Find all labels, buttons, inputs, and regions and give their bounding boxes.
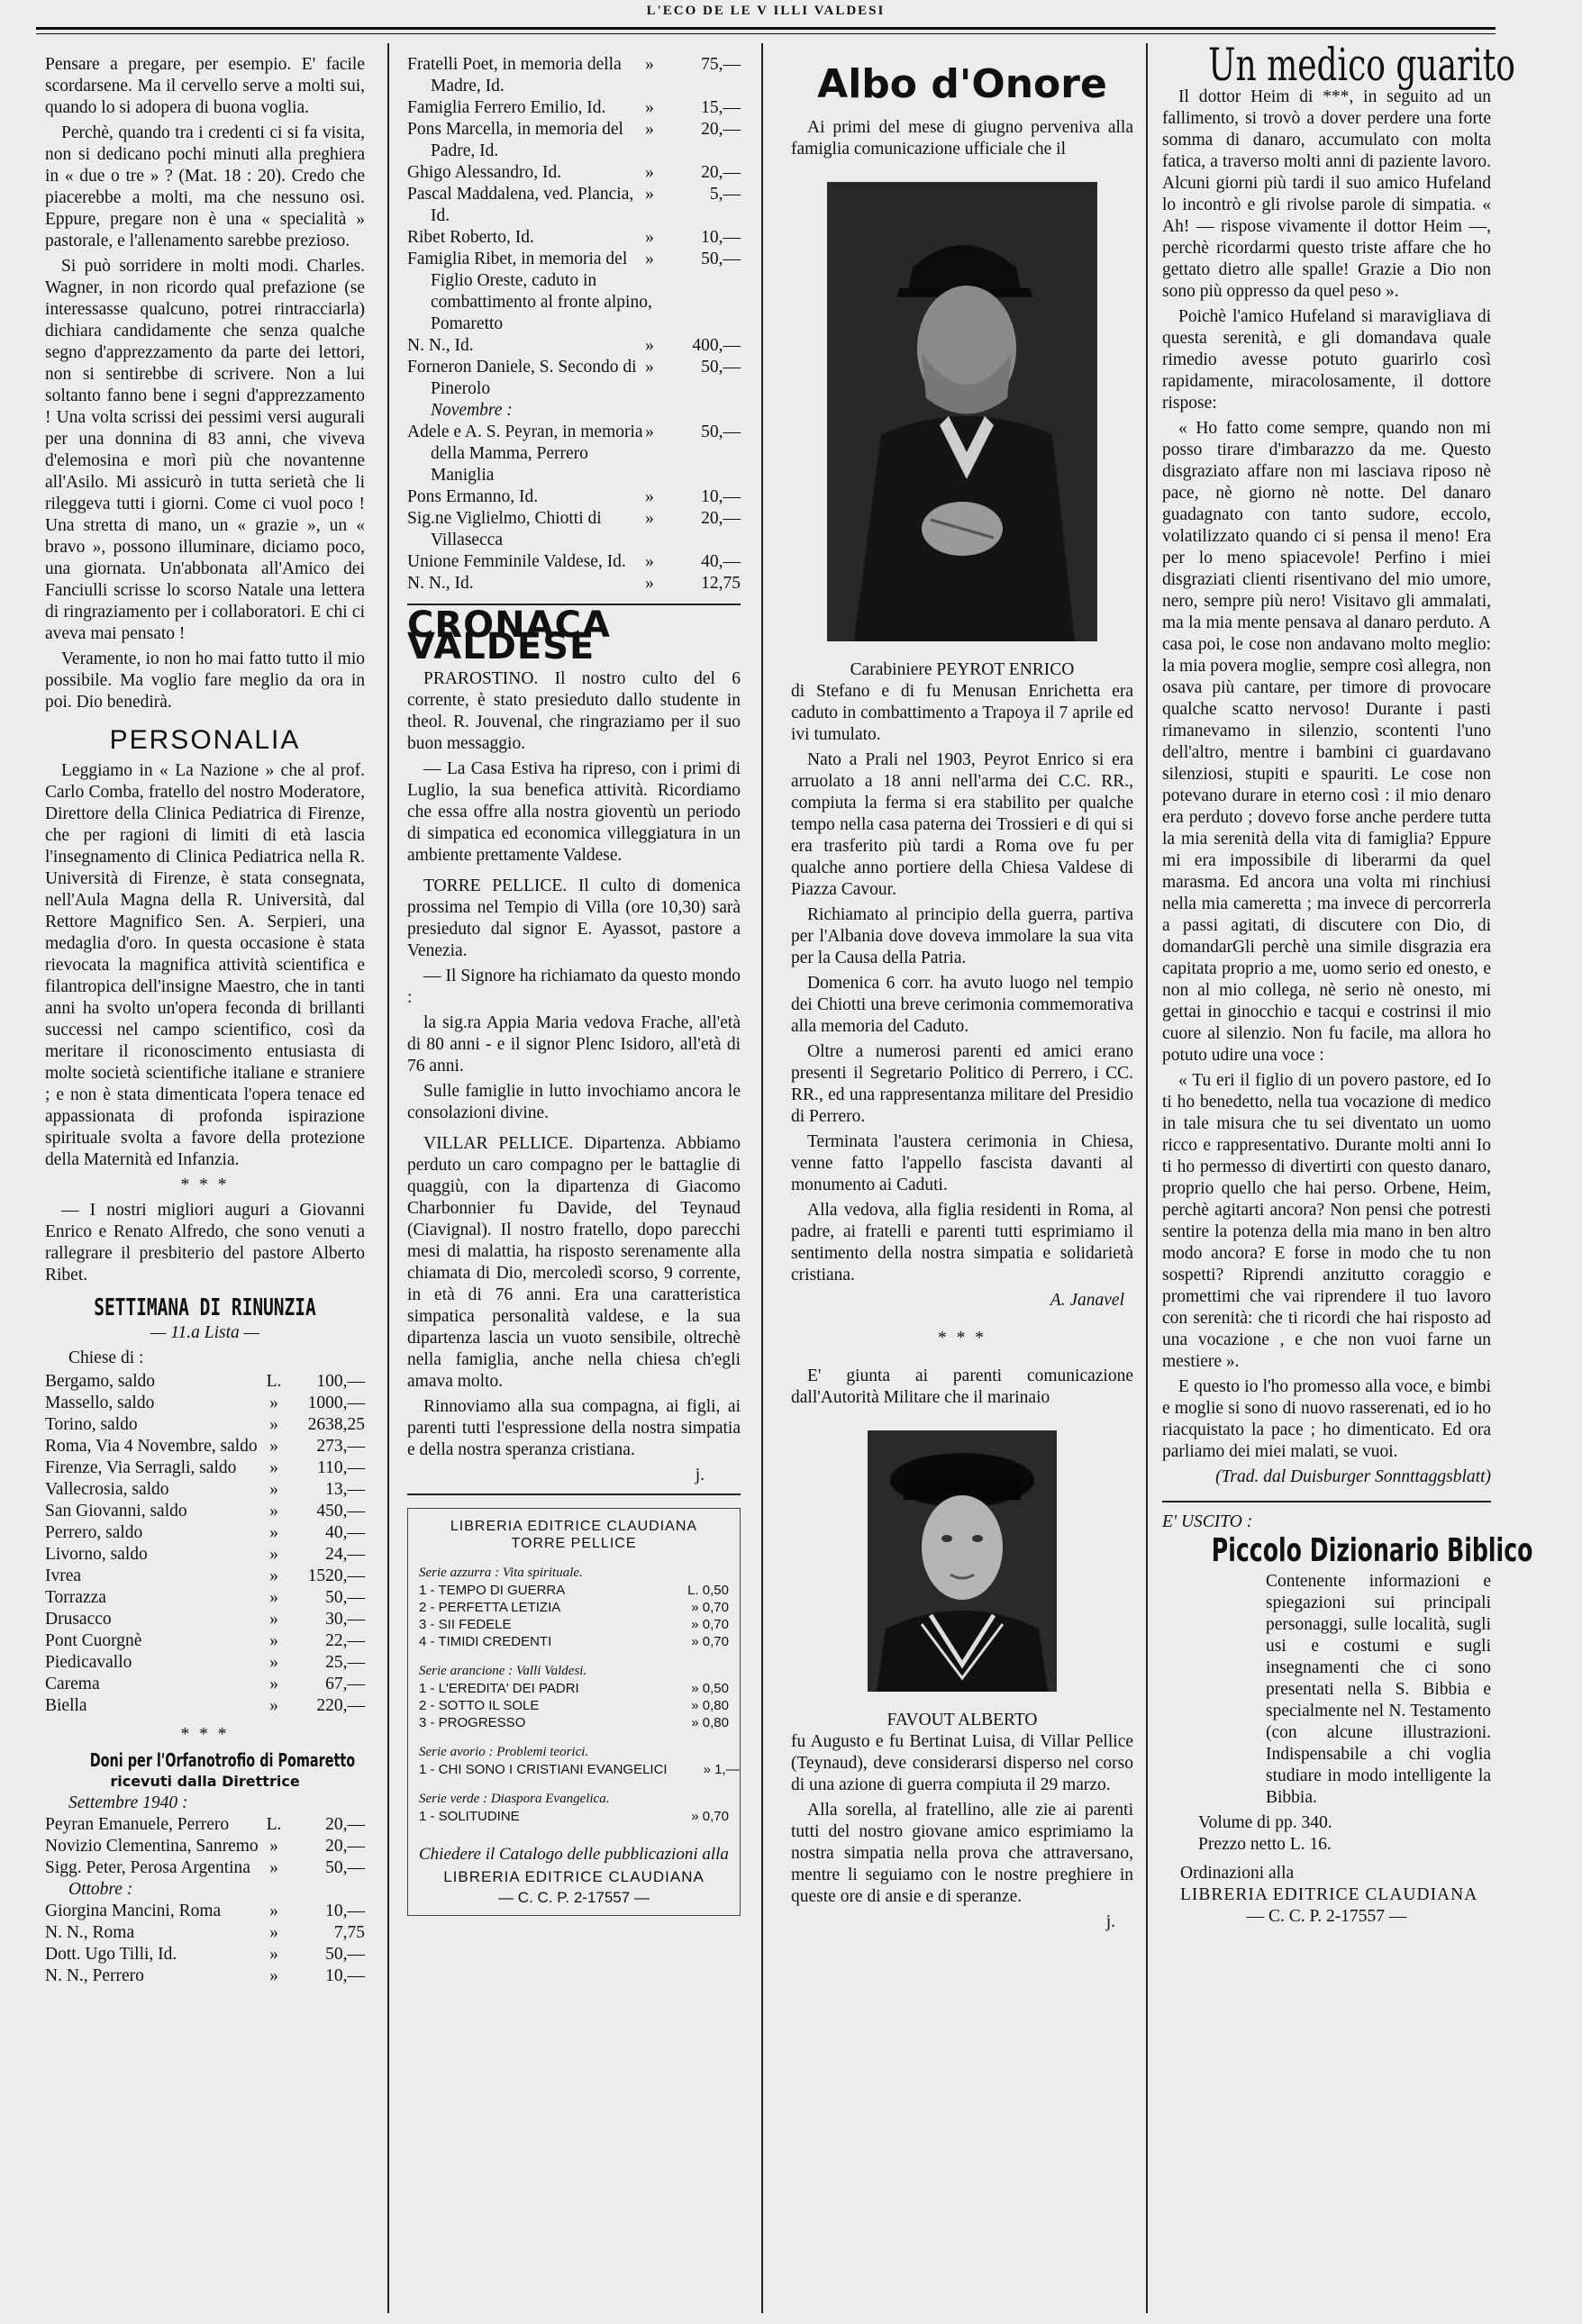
- doni-list: [407, 54, 741, 400]
- entry-name: Carema: [45, 1675, 100, 1693]
- book-row: [419, 1714, 729, 1731]
- rinunzia-row: [45, 1630, 365, 1652]
- entry-currency: »: [269, 1502, 278, 1521]
- entry-currency: »: [269, 1437, 278, 1456]
- book-row: [419, 1808, 729, 1825]
- source-note: (Trad. dal Duisburger Sonnttaggsblatt): [1215, 1467, 1491, 1486]
- entry-name: 2 - SOTTO IL SOLE: [419, 1698, 540, 1713]
- separator-stars: * * *: [180, 1725, 230, 1744]
- entry-name: Torrazza: [45, 1588, 106, 1607]
- series-label: Serie verde : Diaspora Evangelica.: [419, 1792, 610, 1806]
- entry-name: 1 - L'EREDITA' DEI PADRI: [419, 1681, 579, 1696]
- rinunzia-row: [45, 1522, 365, 1544]
- entry-amount: 450,—: [316, 1502, 365, 1521]
- entry-name: Firenze, Via Serragli, saldo: [45, 1458, 237, 1477]
- column-3: [791, 54, 1133, 1933]
- doni-row: [407, 184, 741, 227]
- uscito-label: E' USCITO :: [1162, 1512, 1253, 1531]
- entry-amount: » 0,70: [691, 1809, 729, 1824]
- entry-name: 3 - SII FEDELE: [419, 1617, 512, 1632]
- entry-amount: 15,—: [701, 98, 741, 117]
- doni-list: [407, 422, 741, 595]
- doni-row: [45, 1944, 365, 1965]
- entry-amount: 50,—: [701, 422, 741, 441]
- entry-name: Novizio Clementina, Sanremo: [45, 1837, 259, 1856]
- entry-name: Pons Marcella, in memoria del Padre, Id.: [407, 120, 623, 160]
- entry-currency: »: [269, 1902, 278, 1920]
- entry-amount: » 0,80: [691, 1698, 729, 1713]
- entry-amount: 20,—: [701, 509, 741, 528]
- entry-currency: »: [269, 1858, 278, 1877]
- entry-amount: 10,—: [701, 487, 741, 506]
- entry-amount: 75,—: [701, 55, 741, 74]
- entry-currency: »: [645, 250, 654, 268]
- book-row: [419, 1633, 729, 1650]
- entry-amount: » 0,70: [691, 1600, 729, 1615]
- entry-amount: » 0,50: [691, 1681, 729, 1696]
- series-list: [419, 1761, 740, 1778]
- entry-name: Pont Cuorgnè: [45, 1631, 142, 1650]
- cronaca-heading: CRONACA VALDESE: [407, 604, 611, 667]
- entry-currency: »: [269, 1631, 278, 1650]
- entry-currency: »: [645, 552, 654, 571]
- entry-amount: 110,—: [317, 1458, 365, 1477]
- paragraph: Terminata l'austera cerimonia in Chiesa, venne fatto l'appello fascista davanti al monumento ai Caduti.: [791, 1132, 1133, 1194]
- entry-currency: »: [269, 1415, 278, 1434]
- claudiana-ad: [407, 1508, 741, 1916]
- entry-name: N. N., Perrero: [45, 1966, 144, 1985]
- chiese-label: Chiese di :: [68, 1348, 144, 1367]
- paragraph: Leggiamo in « La Nazione » che al prof. Carlo Comba, fratello del nostro Moderatore, Direttore della Clinica Pediatrica di Firenze, che per ragioni di limiti di età lascia l'insegnamento di Clinica Pediatrica nella R. Università di Firenze, è stata consegnata, nell'Aula Magna della R. Università, dal Rettore Magnifico Sen. A. Serpieri, una medaglia d'oro. In questa occasione è stata rievocata la magnifica attività scientifica e filantropica dell'insigne Maestro, che in tanti anni ha svolto un'opera feconda di brillanti successi nel campo scientifico, così da meritare il riconoscimento entusiasta di molte società scientifiche italiane e straniere ; e non è stata dimenticata l'opera tenace ed appassionata di profonda ispirazione spirituale svolta a favore della protezione della Maternità ed Infanzia.: [45, 761, 365, 1169]
- entry-name: Biella: [45, 1696, 87, 1715]
- entry-name: N. N., Id.: [407, 574, 474, 593]
- entry-amount: » 1,—: [703, 1762, 740, 1777]
- series-label: Serie azzurra : Vita spirituale.: [419, 1566, 583, 1580]
- entry-currency: »: [645, 487, 654, 506]
- entry-name: 3 - PROGRESSO: [419, 1715, 526, 1730]
- rinunzia-row: [45, 1544, 365, 1566]
- entry-amount: 13,—: [325, 1480, 365, 1499]
- paragraph: Nato a Prali nel 1903, Peyrot Enrico si era arruolato a 18 anni nell'arma dei C.C. RR., compiuta la ferma si era stabilito per qualche tempo nella casa paterna dei Trossieri e di qui si era trasferito più tardi a Roma ove fu per qualche anno portiere della Chiesa Valdese di Piazza Cavour.: [791, 750, 1133, 899]
- entry-amount: 50,—: [701, 358, 741, 377]
- entry-name: Dott. Ugo Tilli, Id.: [45, 1945, 177, 1964]
- entry-currency: »: [645, 120, 654, 139]
- separator-stars: * * *: [938, 1329, 986, 1348]
- caption: di Stefano e di fu Menusan Enrichetta era caduto in combattimento a Trapoya il 7 aprile ed ivi tumulato.: [791, 682, 1133, 744]
- entry-currency: »: [645, 98, 654, 117]
- entry-amount: 2638,25: [307, 1415, 365, 1434]
- signature: j.: [1105, 1912, 1115, 1931]
- entry-amount: L. 0,50: [687, 1583, 729, 1598]
- doni-row: [407, 97, 741, 119]
- doni-row: [45, 1965, 365, 1987]
- entry-currency: »: [269, 1588, 278, 1607]
- entry-name: Famiglia Ribet, in memoria del Figlio Oreste, caduto in combattimento al fronte alpino, Pomaretto: [407, 250, 652, 333]
- entry-name: Forneron Daniele, S. Secondo di Pinerolo: [407, 358, 637, 398]
- paragraph: Veramente, io non ho mai fatto tutto il mio possibile. Ma voglio fare meglio da ora in poi. Dio benedirà.: [45, 649, 365, 712]
- entry-currency: »: [269, 1610, 278, 1629]
- entry-name: Drusacco: [45, 1610, 112, 1629]
- doni-row: [407, 335, 741, 357]
- entry-amount: 22,—: [325, 1631, 365, 1650]
- entry-amount: 20,—: [701, 120, 741, 139]
- rinunzia-row: [45, 1566, 365, 1587]
- entry-currency: »: [269, 1945, 278, 1964]
- entry-name: N. N., Roma: [45, 1923, 135, 1942]
- doni-list: [45, 1814, 365, 1879]
- order-publisher: LIBRERIA EDITRICE CLAUDIANA: [1180, 1885, 1478, 1904]
- dizionario-description: Contenente informazioni e spiegazioni sui principali personaggi, sulle località, sugli usi e costumi e sugli insegnamenti che ci sono presentati nella S. Bibbia e specialmente nel N. Testamento (con alcune illustrazioni. Indispensabile a chi voglia studiare in modo intelligente la Bibbia.: [1266, 1572, 1491, 1807]
- entry-amount: 20,—: [325, 1837, 365, 1856]
- masthead: L'ECO DE LE V ILLI VALDESI: [646, 4, 886, 18]
- paragraph: Il dottor Heim di ***, in seguito ad un fallimento, si trovò a dover perdere una forte somma di danaro, accumulato con molta fatica, a traverso molti anni di paziente lavoro. Alcuni giorni più tardi il suo amico Hufeland lo incontrò e gli rivolse parole di simpatia. « Ah! — rispose vivamente il dottor Heim —, perchè ricordarmi questo triste affare che ho gettato dietro alle spalle! Grazie a Dio non sono più oppresso da quel peso ».: [1162, 87, 1491, 301]
- entry-amount: 10,—: [325, 1966, 365, 1985]
- rinunzia-row: [45, 1436, 365, 1457]
- entry-amount: 100,—: [316, 1372, 365, 1391]
- section-rule: [407, 1493, 741, 1495]
- paragraph: Alla vedova, alla figlia residenti in Roma, al padre, ai fratelli e parenti tutti esprimiamo il sentimento della nostra simpatia e solidarietà cristiana.: [791, 1201, 1133, 1285]
- entry-name: Roma, Via 4 Novembre, saldo: [45, 1437, 258, 1456]
- settimana-heading: SETTIMANA DI RINUNZIA: [94, 1294, 316, 1321]
- entry-amount: 24,—: [325, 1545, 365, 1564]
- rinunzia-row: [45, 1457, 365, 1479]
- rinunzia-row: [45, 1371, 365, 1393]
- caption: fu Augusto e fu Bertinat Luisa, di Villar Pellice (Teynaud), deve considerarsi disperso nel corso di una azione di guerra compiuta il 29 marzo.: [791, 1732, 1133, 1794]
- paragraph: « Tu eri il figlio di un povero pastore, ed Io ti ho benedetto, nella tua vocazione di medico in tale misura che tu sei diventato un uomo ricco e rappresentativo. Durante molti anni Io ti ho permesso di divertirti con questo danaro, proprio quello che hai perso. Orbene, Heim, perchè agitarti ancora? Non pensi che potresti sentire la potenza della mia mano in ben altro modo ancora? E forse in modo che tu non sospetti? Riprendi anzitutto coraggio e promettimi che vai riprendere il tuo lavoro con serenità: che ti ricordi che hai risposto ad una vocazione , e che non vuoi farne un mestiere ».: [1162, 1071, 1491, 1371]
- doni-row: [407, 422, 741, 486]
- entry-currency: »: [269, 1545, 278, 1564]
- ad-subtitle: TORRE PELLICE: [511, 1536, 637, 1551]
- rinunzia-row: [45, 1652, 365, 1674]
- rinunzia-row: [45, 1695, 365, 1717]
- entry-amount: 20,—: [701, 163, 741, 182]
- doni-row: [407, 119, 741, 162]
- paragraph: Perchè, quando tra i credenti ci si fa visita, non si dedicano pochi minuti alla preghiera in « due o tre » ? (Mat. 18 : 20). Credo che piacerebbe a molti, ma che nessuno osi. Eppure, pregare non è una « specialità » pastorale, e l'allenamento sarebbe prezioso.: [45, 123, 365, 250]
- entry-amount: 50,—: [701, 250, 741, 268]
- entry-name: Pons Ermanno, Id.: [407, 487, 539, 506]
- separator-stars: * * *: [180, 1176, 230, 1194]
- entry-name: Unione Femminile Valdese, Id.: [407, 552, 626, 571]
- column-1: [45, 54, 365, 1987]
- doni-row: [407, 551, 741, 573]
- paragraph: TORRE PELLICE. Il culto di domenica prossima nel Tempio di Villa (ore 10,30) sarà presieduto dal signor E. Ayassot, pastore a Venezia.: [407, 876, 741, 960]
- entry-currency: »: [645, 185, 654, 204]
- entry-name: Bergamo, saldo: [45, 1372, 156, 1391]
- month-label: Novembre :: [431, 401, 513, 420]
- entry-name: Massello, saldo: [45, 1393, 155, 1412]
- book-row: [419, 1761, 740, 1778]
- paragraph: E' giunta ai parenti comunicazione dall'Autorità Militare che il marinaio: [791, 1366, 1133, 1407]
- entry-amount: 12,75: [701, 574, 741, 593]
- personalia-heading: PERSONALIA: [109, 725, 301, 755]
- entry-amount: 1000,—: [307, 1393, 365, 1412]
- paragraph: Alla sorella, al fratellino, alle zie ai parenti tutti del nostro giovane amico esprimiamo la nostra simpatia nella prova che attraversano, mentre li seguiamo con le nostre preghiere in queste ore di ansie e di speranze.: [791, 1801, 1133, 1906]
- entry-amount: 25,—: [325, 1653, 365, 1672]
- rinunzia-list: [45, 1371, 365, 1717]
- entry-name: 1 - SOLITUDINE: [419, 1809, 520, 1824]
- entry-currency: L.: [266, 1815, 282, 1834]
- book-row: [419, 1599, 729, 1616]
- entry-amount: 400,—: [692, 336, 741, 355]
- entry-name: N. N., Id.: [407, 336, 474, 355]
- entry-currency: »: [269, 1675, 278, 1693]
- month-label: Ottobre :: [68, 1880, 133, 1899]
- entry-name: Ghigo Alessandro, Id.: [407, 163, 562, 182]
- entry-currency: »: [269, 1966, 278, 1985]
- entry-name: Famiglia Ferrero Emilio, Id.: [407, 98, 606, 117]
- doni-row: [407, 249, 741, 335]
- book-row: [419, 1582, 729, 1599]
- doni-row: [407, 486, 741, 508]
- albo-heading: Albo d'Onore: [817, 61, 1107, 107]
- entry-name: Sigg. Peter, Perosa Argentina: [45, 1858, 250, 1877]
- list-number: — 11.a Lista —: [150, 1323, 259, 1342]
- book-row: [419, 1616, 729, 1633]
- doni-row: [407, 162, 741, 184]
- entry-currency: »: [269, 1480, 278, 1499]
- paragraph: « Ho fatto come sempre, quando non mi posso tirare d'imbarazzo da me. Questo disgraziato affare non mi lasciava riposo nè pace, nè giorno nè notte. Del danaro guadagnato con tanto sudore, eccolo, volatilizzato quando ci si pensa il meno! Era per lo meno spiacevole! Perfino i miei disgraziati clienti risentivano del mio umore, nero, sempre più nero! Visitavo gli ammalati, ma la mia mente pensava al danaro perduto. A casa poi, le cose non andavano molto meglio: la mia povera moglie, sempre così allegra, non osava più cantare, per timore di provocare qualche scatto nervoso! Durante i pasti rimanevamo in silenzio, scontenti l'uno dell'altro, mentre i bambini ci guardavano silenziosi, stupiti e spauriti. Le cose non potevano durare in eterno così : il mio denaro era perduto ; dovevo forse anche perdere tutta la mia serenità della vita di famiglia? Eppure mi era impossibile di liberarmi da quel marasma. Ed ancora una volta mi rinchiusi nella mia cameretta ; ma invece di percorrerla a passi agitati, di discutere con Dio, di domandarGli perchè una simile disgrazia era capitata proprio a me, uomo serio ed onesto, e non al mio collega, nè serio nè onesto, mi gettai in ginocchio e tacqui e costrinsi il mio cuore al silenzio. Non fu facile, ma allora ho potuto udire una voce :: [1162, 419, 1491, 1065]
- entry-currency: »: [269, 1837, 278, 1856]
- entry-amount: 67,—: [325, 1675, 365, 1693]
- entry-amount: 7,75: [333, 1923, 365, 1942]
- entry-name: Fratelli Poet, in memoria della Madre, Id.: [407, 55, 622, 95]
- ad-publisher: LIBRERIA EDITRICE CLAUDIANA: [443, 1868, 705, 1885]
- entry-name: San Giovanni, saldo: [45, 1502, 187, 1521]
- doni-row: [407, 227, 741, 249]
- rinunzia-row: [45, 1393, 365, 1414]
- entry-amount: 40,—: [701, 552, 741, 571]
- top-rule-thin: [36, 33, 1496, 34]
- entry-amount: 10,—: [701, 228, 741, 247]
- entry-name: Ribet Roberto, Id.: [407, 228, 534, 247]
- top-rule: [36, 27, 1496, 30]
- entry-currency: »: [645, 228, 654, 247]
- series-list: [419, 1582, 729, 1650]
- doni-row: [45, 1901, 365, 1922]
- entry-name: Piedicavallo: [45, 1653, 132, 1672]
- entry-amount: 50,—: [325, 1858, 365, 1877]
- book-row: [419, 1697, 729, 1714]
- entry-amount: » 0,80: [691, 1715, 729, 1730]
- entry-currency: »: [269, 1923, 278, 1942]
- doni-subheading: ricevuti dalla Direttrice: [110, 1773, 300, 1790]
- portrait-photo-peyrot: [827, 182, 1097, 641]
- entry-name: 4 - TIMIDI CREDENTI: [419, 1634, 552, 1649]
- signature: j.: [695, 1466, 705, 1484]
- doni-row: [407, 508, 741, 551]
- rinunzia-row: [45, 1587, 365, 1609]
- entry-currency: »: [645, 422, 654, 441]
- series-list: [419, 1808, 729, 1825]
- series-list: [419, 1680, 729, 1731]
- portrait-photo-favout: [868, 1430, 1057, 1692]
- doni-row: [407, 357, 741, 400]
- volume-info: Volume di pp. 340.: [1198, 1813, 1332, 1832]
- entry-amount: 220,—: [316, 1696, 365, 1715]
- entry-amount: 30,—: [325, 1610, 365, 1629]
- rinunzia-row: [45, 1479, 365, 1501]
- paragraph: VILLAR PELLICE. Dipartenza. Abbiamo perduto un caro compagno per le battaglie di quaggiù, con la dipartenza di Giacomo Charbonnier fu Davide, del Teynaud (Ciavignal). Il nostro fratello, dopo parecchi mesi di malattia, ha risposto serenamente alla chiamata di Dio, mercoledì scorso, 9 corrente, in età di 76 anni. Era una caratteristica simpatica personalità valdese, e la sua dipartenza lascia un vuoto sensibile, oltrechè nella famiglia, anche nella chiesa ch'egli amava molto.: [407, 1134, 741, 1391]
- price-info: Prezzo netto L. 16.: [1198, 1835, 1332, 1854]
- entry-amount: 1520,—: [307, 1566, 365, 1585]
- paragraph: E questo io l'ho promesso alla voce, e bimbi e moglie si sono di nuovo rasserenati, ed io ho riacquistato la pace ; ho dimenticato. Ed ora parliamo dei miei malati, se vuoi.: [1162, 1377, 1491, 1461]
- entry-currency: L.: [266, 1372, 282, 1391]
- doni-row: [407, 54, 741, 97]
- series-label: Serie arancione : Valli Valdesi.: [419, 1664, 587, 1678]
- column-divider: [761, 43, 763, 2313]
- medico-heading: Un medico guarito: [1208, 39, 1515, 91]
- section-rule: [1162, 1501, 1491, 1502]
- doni-row: [407, 573, 741, 595]
- entry-currency: »: [645, 574, 654, 593]
- doni-heading: Doni per l'Orfanotrofio di Pomaretto: [89, 1749, 356, 1771]
- ad-ccp: — C. C. P. 2-17557 —: [498, 1889, 650, 1906]
- doni-row: [45, 1814, 365, 1836]
- entry-currency: »: [645, 509, 654, 528]
- signature: A. Janavel: [1050, 1291, 1124, 1310]
- caption-title: Carabiniere PEYROT ENRICO: [850, 660, 1075, 679]
- paragraph: Poichè l'amico Hufeland si maravigliava di questa serenità, e gli domandava quale rimedio avesse potuto guarirlo così rapidamente, miracolosamente, il dottore rispose:: [1162, 307, 1491, 413]
- paragraph: Rinnoviamo alla sua compagna, ai figli, ai parenti tutti l'espressione della nostra simpatia e della nostra speranza cristiana.: [407, 1397, 741, 1459]
- entry-name: Pascal Maddalena, ved. Plancia, Id.: [407, 185, 634, 225]
- doni-row: [45, 1857, 365, 1879]
- rinunzia-row: [45, 1674, 365, 1695]
- rinunzia-row: [45, 1609, 365, 1630]
- entry-currency: »: [645, 55, 654, 74]
- entry-name: Peyran Emanuele, Perrero: [45, 1815, 230, 1834]
- entry-currency: »: [269, 1653, 278, 1672]
- paragraph: — I nostri migliori auguri a Giovanni Enrico e Renato Alfredo, che sono venuti a rallegrare il presbiterio del pastore Alberto Ribet.: [45, 1201, 365, 1285]
- column-4: [1162, 39, 1533, 1928]
- entry-amount: 50,—: [325, 1588, 365, 1607]
- entry-name: 1 - TEMPO DI GUERRA: [419, 1583, 566, 1598]
- ad-title: LIBRERIA EDITRICE CLAUDIANA: [450, 1519, 698, 1534]
- column-divider: [1146, 43, 1148, 2313]
- paragraph: — La Casa Estiva ha ripreso, con i primi di Luglio, la sua benefica attività. Ricordiamo che essa offre alla nostra gioventù un periodo di simpatica ed economica villeggiatura in un ambiente prettamente Valdese.: [407, 759, 741, 865]
- doni-row: [45, 1922, 365, 1944]
- paragraph: Si può sorridere in molti modi. Charles. Wagner, in non ricordo qual prefazione (se interessasse qualcuno, potrei rintracciarla) dichiara candidamente che senza qualche segno d'apprezzamento da parte dei lettori, non si sentirebbe di scrivere. Non a lui soltanto fanno bene i segni d'apprezzamento ! Una volta scrissi dei pessimi versi augurali per una donnina di 83 anni, che viveva d'elemosina e morì più che novantenne all'Asilo. Mi assicurò in tutta serietà che li rileggeva tutti i giorni. Come ci vuol poco ! Una stretta di mano, un « grazie », un « bravo », possono illuminare, diciamo poco, una giornata. Un'abbonata all'Amico dei Fanciulli scrisse lo scorso Natale una lettera di ringraziamento per i collaboratori. E chi ci aveva mai pensato !: [45, 257, 365, 643]
- rinunzia-row: [45, 1414, 365, 1436]
- rinunzia-row: [45, 1501, 365, 1522]
- order-label: Ordinazioni alla: [1180, 1864, 1295, 1883]
- entry-currency: »: [645, 163, 654, 182]
- ad-request: Chiedere il Catalogo delle pubblicazioni alla: [419, 1845, 729, 1864]
- entry-name: Sig.ne Viglielmo, Chiotti di Villasecca: [407, 509, 602, 549]
- entry-name: Giorgina Mancini, Roma: [45, 1902, 222, 1920]
- doni-row: [45, 1836, 365, 1857]
- column-divider: [387, 43, 389, 2313]
- month-label: Settembre 1940 :: [68, 1793, 188, 1812]
- entry-currency: »: [645, 358, 654, 377]
- entry-name: Ivrea: [45, 1566, 82, 1585]
- entry-currency: »: [645, 336, 654, 355]
- entry-amount: 5,—: [709, 185, 741, 204]
- entry-currency: »: [269, 1696, 278, 1715]
- entry-amount: » 0,70: [691, 1617, 729, 1632]
- paragraph: la sig.ra Appia Maria vedova Frache, all'età di 80 anni - e il signor Plenc Isidoro, all'età di 76 anni.: [407, 1013, 741, 1076]
- entry-amount: » 0,70: [691, 1634, 729, 1649]
- entry-name: 2 - PERFETTA LETIZIA: [419, 1600, 561, 1615]
- entry-name: Torino, saldo: [45, 1415, 138, 1434]
- series-label: Serie avorio : Problemi teorici.: [419, 1745, 589, 1759]
- entry-name: Livorno, saldo: [45, 1545, 148, 1564]
- paragraph: Sulle famiglie in lutto invochiamo ancora le consolazioni divine.: [407, 1082, 741, 1122]
- entry-name: Perrero, saldo: [45, 1523, 143, 1542]
- entry-currency: »: [269, 1393, 278, 1412]
- entry-currency: »: [269, 1566, 278, 1585]
- entry-amount: 20,—: [325, 1815, 365, 1834]
- column-2: [407, 54, 741, 1916]
- paragraph: Ai primi del mese di giugno perveniva alla famiglia comunicazione ufficiale che il: [791, 118, 1133, 159]
- entry-amount: 40,—: [325, 1523, 365, 1542]
- caption-title: FAVOUT ALBERTO: [886, 1711, 1038, 1729]
- book-row: [419, 1680, 729, 1697]
- paragraph: Domenica 6 corr. ha avuto luogo nel tempio dei Chiotti una breve cerimonia commemorativa alla memoria del Caduto.: [791, 974, 1133, 1036]
- paragraph: — Il Signore ha richiamato da questo mondo :: [407, 967, 741, 1007]
- order-ccp: — C. C. P. 2-17557 —: [1246, 1907, 1407, 1926]
- paragraph: PRAROSTINO. Il nostro culto del 6 corrente, è stato presieduto dallo studente in theol. R. Jouvenal, che ringraziamo per il suo buon messaggio.: [407, 669, 741, 753]
- paragraph: Pensare a pregare, per esempio. E' facile scordarsene. Ma il cervello serve a molti sui, quando lo si adopera di buona voglia.: [45, 55, 365, 117]
- entry-amount: 10,—: [325, 1902, 365, 1920]
- entry-amount: 273,—: [316, 1437, 365, 1456]
- paragraph: Richiamato al principio della guerra, partiva per l'Albania dove doveva immolare la sua vita per la Causa della Patria.: [791, 905, 1133, 967]
- entry-amount: 50,—: [325, 1945, 365, 1964]
- dizionario-heading: Piccolo Dizionario Biblico: [1211, 1532, 1533, 1569]
- doni-list: [45, 1901, 365, 1987]
- entry-name: Adele e A. S. Peyran, in memoria della Mamma, Perrero Maniglia: [407, 422, 643, 485]
- entry-currency: »: [269, 1458, 278, 1477]
- entry-name: Vallecrosia, saldo: [45, 1480, 169, 1499]
- paragraph: Oltre a numerosi parenti ed amici erano presenti il Segretario Politico di Perrero, i CC. RR., ed una rappresentanza militare del Presidio di Perrero.: [791, 1042, 1133, 1126]
- entry-currency: »: [269, 1523, 278, 1542]
- entry-name: 1 - CHI SONO I CRISTIANI EVANGELICI: [419, 1762, 668, 1777]
